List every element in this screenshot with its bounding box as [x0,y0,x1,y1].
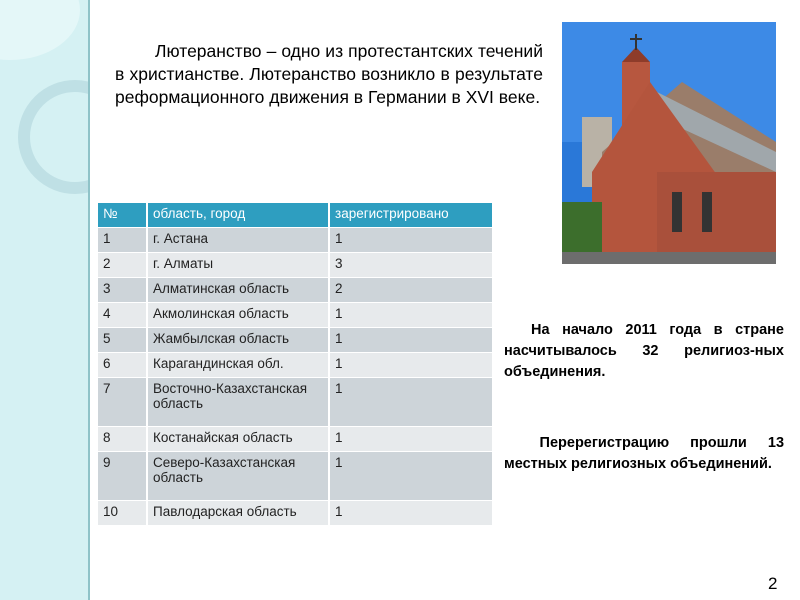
cell-registered: 1 [329,378,493,427]
cell-region: г. Алматы [147,253,329,278]
cell-region: Акмолинская область [147,303,329,328]
table-row [98,353,493,378]
cell-number: 1 [98,228,147,253]
cell-region: Жамбылская область [147,328,329,353]
table-row [98,452,493,501]
col-header-registered: зарегистрировано [329,203,493,228]
registrations-table [98,203,494,526]
intro-paragraph [115,40,543,109]
cell-region: Павлодарская область [147,501,329,526]
cell-registered: 2 [329,278,493,303]
cell-number: 5 [98,328,147,353]
note-reregistration [504,433,784,475]
cell-number: 4 [98,303,147,328]
cell-number: 7 [98,378,147,427]
table-row [98,278,493,303]
cell-registered: 1 [329,427,493,452]
table-row [98,427,493,452]
page-number: 2 [768,574,778,593]
note-text-2: Перерегистрацию прошли 13 местных религиозных объединений. [504,435,785,472]
cell-registered: 1 [329,452,493,501]
table-row [98,501,493,526]
cell-region: Костанайская область [147,427,329,452]
cell-number: 6 [98,353,147,378]
church-photo [562,22,776,264]
note-text-1: На начало 2011 года в стране насчитывалось 32 религиоз-ных объединения. [504,322,784,380]
cell-number: 2 [98,253,147,278]
cell-registered: 3 [329,253,493,278]
table-row [98,303,493,328]
cell-registered: 1 [329,303,493,328]
cell-registered: 1 [329,328,493,353]
decorative-sidebar [0,0,90,600]
cell-number: 10 [98,501,147,526]
cell-registered: 1 [329,353,493,378]
table-row [98,253,493,278]
cell-registered: 1 [329,501,493,526]
cell-region: г. Астана [147,228,329,253]
cell-registered: 1 [329,228,493,253]
cell-number: 9 [98,452,147,501]
cell-number: 8 [98,427,147,452]
table-row [98,228,493,253]
cell-region: Алматинская область [147,278,329,303]
intro-text: – одно из протестантских течений в христианстве. Лютеранство возникло в результате реформационного движения в Германии в XVI веке. [115,41,543,107]
cell-number: 3 [98,278,147,303]
col-header-region: область, город [147,203,329,228]
note-religious-count [504,320,784,383]
intro-term: Лютеранство [155,41,262,61]
col-header-number: № [98,203,147,228]
cell-region: Северо-Казахстанская область [147,452,329,501]
cell-region: Карагандинская обл. [147,353,329,378]
cell-region: Восточно-Казахстанская область [147,378,329,427]
table-row [98,328,493,353]
table-row [98,378,493,427]
